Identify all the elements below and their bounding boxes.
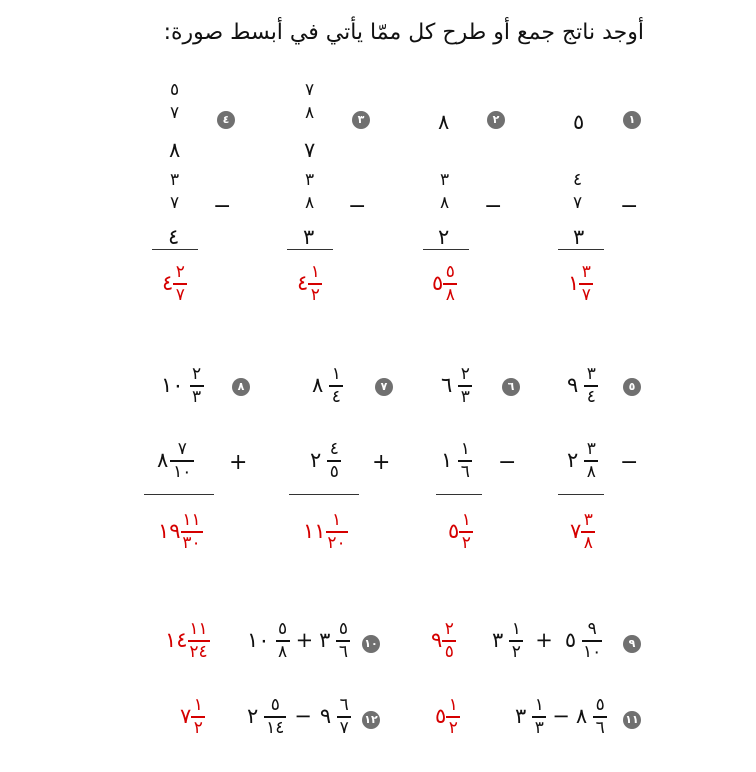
fraction (337, 697, 351, 737)
whole: ٣ (319, 628, 331, 653)
fraction (532, 697, 546, 737)
problem-2-minus-sign: − (484, 194, 503, 219)
denominator: ٢ (461, 532, 471, 553)
problem-8-badge: ٨ (232, 378, 250, 396)
denominator: ٧ (581, 284, 591, 305)
denominator: ٣ (534, 717, 544, 738)
whole: ٢ (567, 448, 579, 473)
numerator: ٣ (305, 170, 315, 190)
answer-whole: ٤ (162, 271, 174, 296)
whole: ٢ (247, 704, 259, 729)
answer-whole: ٥ (432, 271, 444, 296)
numerator: ٤ (573, 170, 583, 190)
denominator: ٦ (460, 461, 470, 482)
problem-1-top-number: ٥ (573, 110, 585, 134)
problem-9-badge: ٩ (623, 635, 641, 653)
numerator: ١ (331, 510, 342, 530)
denominator: ٢٤ (189, 641, 208, 662)
denominator: ٨ (277, 641, 288, 662)
numerator: ٥ (445, 262, 455, 282)
fraction (458, 366, 472, 406)
problem-3-answer-line (287, 249, 333, 250)
numerator: ٥ (338, 619, 349, 639)
problem-3-fraction (305, 172, 314, 212)
numerator: ٧ (177, 439, 187, 459)
answer-whole: ٩ (431, 628, 443, 653)
fraction (593, 697, 607, 737)
problem-7-answer (303, 512, 348, 552)
whole: ٩ (567, 373, 579, 398)
numerator: ٣ (440, 170, 450, 190)
denominator: ٣٠ (182, 532, 201, 553)
numerator: ١ (448, 695, 458, 715)
problem-3-badge: ٣ (352, 111, 370, 129)
denominator: ٢ (310, 284, 320, 305)
denominator: ٤ (586, 386, 596, 407)
problem-3-bottom-number: ٣ (303, 225, 315, 249)
denominator: ٦ (595, 717, 605, 738)
answer-whole: ٧ (180, 704, 192, 729)
problem-5-minus-sign: − (620, 450, 639, 475)
denominator: ٢ (448, 717, 458, 738)
denominator: ٨ (305, 103, 315, 123)
fraction (584, 366, 598, 406)
problem-4-bottom-number: ٤ (168, 225, 180, 249)
answer-whole: ١١ (303, 519, 326, 544)
whole: ٢ (310, 448, 322, 473)
answer-whole: ٤ (297, 271, 309, 296)
problem-12-expression (247, 697, 351, 737)
problem-6-minus-sign: − (498, 450, 517, 475)
numerator: ١١ (189, 619, 208, 639)
problem-9-answer (431, 621, 456, 661)
instruction-text: أوجد ناتج جمع أو طرح كل ممّا يأتي في أبسط صورة: (163, 20, 644, 45)
whole: ١٠ (247, 628, 270, 653)
problem-6-second-term (441, 441, 472, 481)
numerator: ١ (460, 439, 470, 459)
fraction (329, 366, 343, 406)
numerator: ١ (310, 262, 320, 282)
numerator: ٩ (587, 619, 597, 639)
denominator: ٨ (440, 193, 450, 213)
problem-3-top-fraction (305, 82, 314, 122)
answer-whole: ١ (568, 271, 580, 296)
problem-7-first-term (312, 366, 343, 406)
problem-4-badge: ٤ (217, 111, 235, 129)
answer-fraction (459, 512, 473, 552)
numerator: ١١ (182, 510, 201, 530)
answer-fraction (446, 697, 460, 737)
answer-fraction (181, 512, 203, 552)
fraction (170, 441, 194, 481)
numerator: ٥ (170, 80, 180, 100)
problem-1-badge: ١ (623, 111, 641, 129)
denominator: ٦ (338, 641, 349, 662)
denominator: ٣ (460, 386, 470, 407)
whole: ٩ (319, 704, 332, 729)
numerator: ١ (331, 364, 341, 384)
fraction (582, 621, 602, 661)
answer-whole: ١٩ (158, 519, 181, 544)
problem-3-top-whole: ٧ (304, 138, 316, 162)
fraction (584, 441, 598, 481)
denominator: ١٤ (266, 717, 285, 738)
answer-fraction (191, 697, 205, 737)
fraction (276, 621, 290, 661)
problem-2-fraction (440, 172, 449, 212)
problem-8-plus-sign: + (229, 450, 248, 475)
numerator: ٢ (191, 364, 202, 384)
numerator: ١ (534, 695, 544, 715)
denominator: ٨ (583, 532, 593, 553)
denominator: ٨ (445, 284, 455, 305)
numerator: ٣ (586, 439, 596, 459)
denominator: ٧ (175, 284, 185, 305)
numerator: ٥ (595, 695, 605, 715)
numerator: ٦ (339, 695, 349, 715)
problem-8-answer-line (144, 494, 214, 495)
numerator: ٣ (581, 262, 591, 282)
fraction (190, 366, 204, 406)
answer-fraction (308, 264, 322, 304)
answer-fraction (188, 621, 210, 661)
problem-1-fraction (573, 172, 582, 212)
numerator: ٣ (586, 364, 596, 384)
problem-5-first-term (567, 366, 598, 406)
problem-11-answer (435, 697, 460, 737)
numerator: ١ (193, 695, 203, 715)
problem-12-badge: ١٢ (362, 711, 380, 729)
denominator: ٧ (339, 717, 349, 738)
fraction (336, 621, 350, 661)
problem-7-answer-line (289, 494, 359, 495)
denominator: ٧ (170, 193, 180, 213)
problem-6-answer-line (436, 494, 482, 495)
numerator: ٣ (583, 510, 593, 530)
answer-fraction (443, 264, 457, 304)
numerator: ٢ (444, 619, 454, 639)
problem-2-badge: ٢ (487, 111, 505, 129)
problem-2-bottom-number: ٢ (438, 225, 450, 249)
whole: ٨ (312, 373, 324, 398)
problem-11-expression (515, 697, 607, 737)
problem-5-second-term (567, 441, 598, 481)
answer-whole: ١٤ (165, 628, 188, 653)
problem-4-answer-line (152, 249, 198, 250)
problem-4-top-fraction (170, 82, 179, 122)
problem-5-answer-line (558, 494, 604, 495)
problem-1-answer (568, 264, 593, 304)
answer-fraction (442, 621, 456, 661)
denominator: ٤ (331, 386, 341, 407)
whole: ٨ (157, 448, 169, 473)
whole: ٨ (575, 704, 588, 729)
problem-3-minus-sign: − (348, 194, 367, 219)
answer-whole: ٥ (435, 704, 447, 729)
denominator: ١٠ (173, 461, 192, 482)
problem-5-answer (570, 512, 595, 552)
numerator: ٧ (305, 80, 315, 100)
fraction (327, 441, 341, 481)
denominator: ٨ (586, 461, 596, 482)
whole: ٥ (564, 628, 577, 653)
numerator: ٥ (277, 619, 288, 639)
problem-12-answer (180, 697, 205, 737)
problem-10-badge: ١٠ (362, 635, 380, 653)
answer-fraction (581, 512, 595, 552)
problem-2-answer (432, 264, 457, 304)
problem-4-top-whole: ٨ (169, 138, 181, 162)
problem-1-minus-sign: − (620, 194, 639, 219)
numerator: ١ (511, 619, 521, 639)
denominator: ٧ (573, 193, 583, 213)
problem-10-expression (247, 621, 350, 661)
problem-2-answer-line (423, 249, 469, 250)
problem-7-badge: ٧ (375, 378, 393, 396)
problem-8-first-term (161, 366, 204, 406)
problem-2-top-number: ٨ (438, 110, 450, 134)
denominator: ٢٠ (327, 532, 346, 553)
answer-whole: ٥ (448, 519, 460, 544)
minus-sign: − (552, 704, 570, 729)
numerator: ٢ (175, 262, 185, 282)
whole: ٣ (515, 704, 527, 729)
numerator: ٢ (460, 364, 470, 384)
denominator: ٥ (444, 641, 454, 662)
minus-sign: − (294, 704, 312, 729)
problem-9-expression (492, 621, 602, 661)
denominator: ٧ (170, 103, 180, 123)
problem-6-badge: ٦ (502, 378, 520, 396)
numerator: ٤ (329, 439, 339, 459)
denominator: ٢ (511, 641, 521, 662)
denominator: ٣ (191, 386, 202, 407)
problem-4-minus-sign: − (213, 194, 232, 219)
numerator: ٣ (170, 170, 180, 190)
problem-8-second-term (157, 441, 194, 481)
denominator: ٨ (305, 193, 315, 213)
problem-1-bottom-number: ٣ (573, 225, 585, 249)
problem-7-second-term (310, 441, 341, 481)
problem-7-plus-sign: + (372, 450, 391, 475)
problem-1-answer-line (558, 249, 604, 250)
denominator: ٥ (329, 461, 339, 482)
numerator: ١ (461, 510, 471, 530)
denominator: ٢ (193, 717, 203, 738)
problem-4-fraction (170, 172, 179, 212)
problem-10-answer (165, 621, 210, 661)
problem-4-answer (162, 264, 187, 304)
whole: ١٠ (161, 373, 184, 398)
plus-sign: + (295, 628, 314, 653)
whole: ٦ (441, 373, 453, 398)
problem-11-badge: ١١ (623, 711, 641, 729)
answer-fraction (326, 512, 348, 552)
fraction (509, 621, 523, 661)
answer-fraction (173, 264, 187, 304)
numerator: ٥ (270, 695, 280, 715)
problem-6-answer (448, 512, 473, 552)
whole: ١ (441, 448, 453, 473)
whole: ٣ (492, 628, 504, 653)
problem-3-answer (297, 264, 322, 304)
plus-sign: + (535, 628, 553, 653)
fraction (458, 441, 472, 481)
answer-whole: ٧ (570, 519, 582, 544)
fraction (264, 697, 286, 737)
answer-fraction (579, 264, 593, 304)
denominator: ١٠ (583, 641, 602, 662)
problem-5-badge: ٥ (623, 378, 641, 396)
problem-6-first-term (441, 366, 472, 406)
problem-8-answer (158, 512, 203, 552)
